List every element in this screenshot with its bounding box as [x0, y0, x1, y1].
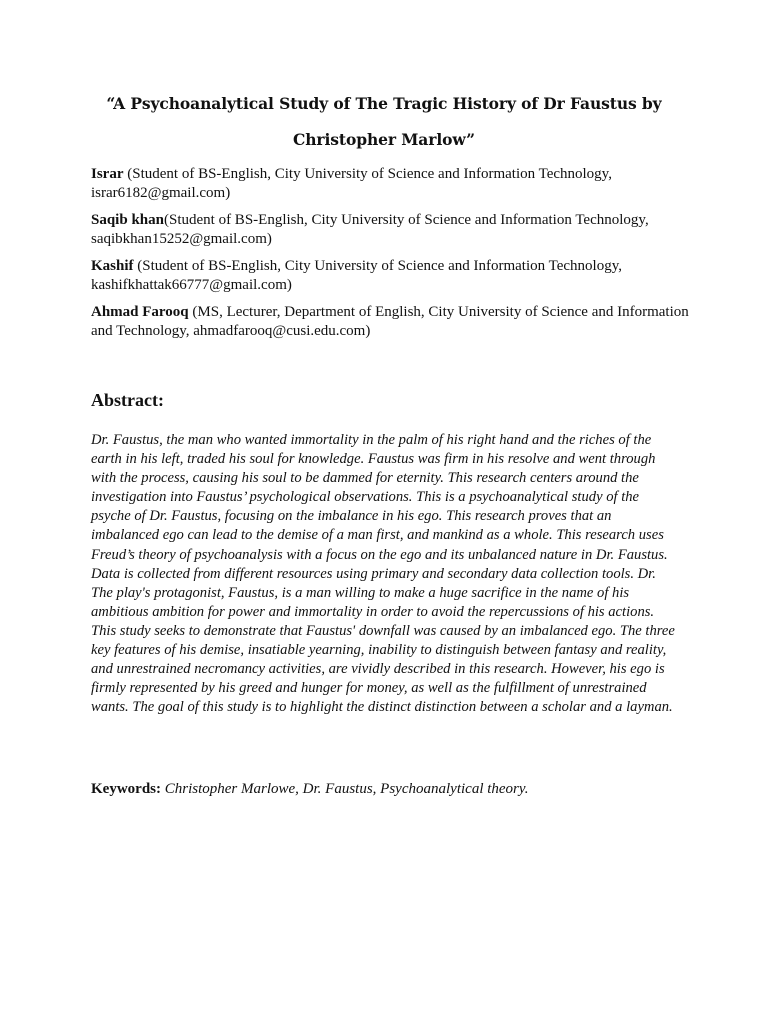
author-details: (Student of BS-English, City University of Science and Information Technology, saqibkhan15252@gmail.com)	[91, 212, 649, 247]
author-details: (MS, Lecturer, Department of English, City University of Science and Information and Technology, ahmadfarooq@cusi.edu.com)	[91, 304, 689, 339]
author-name: Israr	[91, 166, 124, 182]
abstract-heading: Abstract:	[91, 390, 164, 410]
author-name: Kashif	[91, 258, 134, 274]
author-entry-kashif	[91, 257, 691, 295]
keywords-value: Christopher Marlowe, Dr. Faustus, Psychoanalytical theory.	[161, 781, 529, 797]
author-entry-israr	[91, 165, 691, 203]
paper-title: “A Psychoanalytical Study of The Tragic History of Dr Faustus by Christopher Marlow”	[106, 94, 662, 149]
keywords-line	[91, 780, 528, 799]
author-name: Ahmad Farooq	[91, 304, 189, 320]
abstract-body: Dr. Faustus, the man who wanted immortality in the palm of his right hand and the riches of the earth in his left, traded his soul for knowledge. Faustus was firm in his resolve and went through with the process, causing his soul to be dammed for eternity. This research centers around the investigation into Faustus’ psychological observations. This is a psychoanalytical study of the psyche of Dr. Faustus, focusing on the imbalance in his ego. This research proves that an imbalanced ego can lead to the demise of a man first, and mankind as a whole. This research uses Freud’s theory of psychoanalysis with a focus on the ego and its unbalanced nature in Dr. Faustus. Data is collected from different resources using primary and secondary data collection tools. Dr. The play's protagonist, Faustus, is a man willing to make a huge sacrifice in the name of his ambitious ambition for power and immortality in order to avoid the repercussions of his actions. This study seeks to demonstrate that Faustus' downfall was caused by an imbalanced ego. The three key features of his demise, insatiable yearning, inability to distinguish between fantasy and reality, and unrestrained necromancy activities, are vividly described in this research. However, his ego is firmly represented by his greed and hunger for money, as well as the fulfillment of unrestrained wants. The goal of this study is to highlight the distinct distinction between a scholar and a layman.	[91, 432, 675, 716]
keywords-label: Keywords:	[91, 781, 161, 797]
author-entry-ahmad-farooq	[91, 303, 691, 341]
author-name: Saqib khan	[91, 212, 164, 228]
author-entry-saqib-khan	[91, 211, 691, 249]
author-details: (Student of BS-English, City University of Science and Information Technology, kashifkhattak66777@gmail.com)	[91, 258, 622, 293]
author-details: (Student of BS-English, City University of Science and Information Technology, israr6182@gmail.com)	[91, 166, 612, 201]
